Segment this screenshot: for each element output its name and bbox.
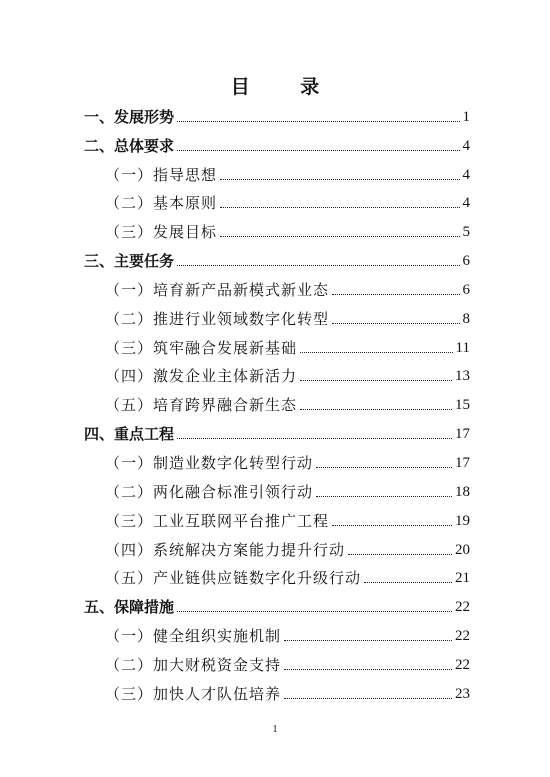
- toc-entry-page-number: 22: [455, 628, 470, 645]
- toc-entry-page-number: 6: [462, 253, 470, 270]
- dot-leader: [364, 581, 452, 583]
- toc-entry-label: （一）健全组织实施机制: [105, 627, 282, 646]
- dot-leader: [300, 379, 452, 381]
- dot-leader: [220, 206, 459, 208]
- toc-entry-label: （二）两化融合标准引领行动: [105, 482, 314, 501]
- toc-entry-label: （五）培育跨界融合新生态: [105, 396, 298, 415]
- toc-subsection-entry: [84, 674, 470, 703]
- toc-entry-page-number: 13: [455, 368, 470, 385]
- dot-leader: [332, 524, 452, 526]
- toc-entry-page-number: 19: [455, 512, 470, 529]
- dot-leader: [177, 437, 452, 439]
- toc-entry-page-number: 22: [455, 656, 470, 673]
- dot-leader: [220, 235, 459, 237]
- toc-entry-page-number: 17: [455, 454, 470, 471]
- toc-entry-label: （三）筑牢融合发展新基础: [105, 338, 298, 357]
- toc-entry-page-number: 1: [462, 108, 470, 125]
- toc-entry-label: 一、发展形势: [84, 107, 175, 126]
- toc-entry-label: （一）培育新产品新模式新业态: [105, 280, 330, 299]
- toc-subsection-entry: [84, 385, 470, 414]
- toc-subsection-entry: [84, 645, 470, 674]
- dot-leader: [177, 610, 452, 612]
- toc-subsection-entry: [84, 328, 470, 357]
- toc-entry-page-number: 21: [455, 570, 470, 587]
- toc-entry-label: （四）激发企业主体新活力: [105, 367, 298, 386]
- toc-entry-page-number: 15: [455, 397, 470, 414]
- toc-subsection-entry: [84, 530, 470, 559]
- toc-entry-page-number: 11: [455, 339, 470, 356]
- toc-subsection-entry: [84, 184, 470, 213]
- toc-entry-label: （一）制造业数字化转型行动: [105, 453, 314, 472]
- toc-subsection-entry: [84, 472, 470, 501]
- toc-entry-page-number: 20: [455, 541, 470, 558]
- toc-entry-label: （一）指导思想: [105, 165, 218, 184]
- toc-entry-label: （五）产业链供应链数字化升级行动: [105, 569, 362, 588]
- toc-entry-label: 二、总体要求: [84, 136, 175, 155]
- toc-entry-label: （二）推进行业领域数字化转型: [105, 309, 330, 328]
- table-of-contents: [84, 97, 470, 703]
- toc-entry-label: 三、主要任务: [84, 252, 175, 271]
- toc-subsection-entry: [84, 299, 470, 328]
- toc-subsection-entry: [84, 616, 470, 645]
- page-number: 1: [272, 724, 278, 735]
- toc-section-entry: [84, 126, 470, 155]
- toc-section-entry: [84, 414, 470, 443]
- toc-subsection-entry: [84, 155, 470, 184]
- toc-subsection-entry: [84, 501, 470, 530]
- toc-subsection-entry: [84, 212, 470, 241]
- dot-leader: [332, 322, 459, 324]
- toc-entry-page-number: 5: [462, 224, 470, 241]
- toc-entry-label: （三）加快人才队伍培养: [105, 684, 282, 703]
- dot-leader: [284, 668, 452, 670]
- dot-leader: [300, 351, 453, 353]
- dot-leader: [177, 120, 459, 122]
- toc-entry-page-number: 17: [455, 426, 470, 443]
- toc-entry-label: （三）工业互联网平台推广工程: [105, 511, 330, 530]
- dot-leader: [332, 293, 459, 295]
- toc-section-entry: [84, 241, 470, 270]
- toc-entry-label: 五、保障措施: [84, 598, 175, 617]
- toc-entry-page-number: 8: [462, 310, 470, 327]
- dot-leader: [177, 149, 459, 151]
- page-title: 目 录: [230, 76, 342, 98]
- dot-leader: [316, 495, 452, 497]
- toc-entry-label: （二）加大财税资金支持: [105, 655, 282, 674]
- toc-entry-page-number: 22: [455, 599, 470, 616]
- toc-entry-page-number: 23: [455, 685, 470, 702]
- toc-entry-page-number: 18: [455, 483, 470, 500]
- toc-subsection-entry: [84, 559, 470, 588]
- toc-subsection-entry: [84, 357, 470, 386]
- dot-leader: [316, 466, 452, 468]
- toc-entry-label: （二）基本原则: [105, 194, 218, 213]
- toc-subsection-entry: [84, 270, 470, 299]
- dot-leader: [177, 264, 459, 266]
- dot-leader: [284, 639, 452, 641]
- toc-entry-label: （三）发展目标: [105, 223, 218, 242]
- toc-entry-page-number: 4: [462, 166, 470, 183]
- toc-section-entry: [84, 587, 470, 616]
- toc-entry-page-number: 4: [462, 195, 470, 212]
- dot-leader: [220, 178, 459, 180]
- dot-leader: [300, 408, 452, 410]
- toc-entry-page-number: 6: [462, 281, 470, 298]
- dot-leader: [284, 697, 452, 699]
- toc-entry-label: 四、重点工程: [84, 425, 175, 444]
- toc-entry-page-number: 4: [462, 137, 470, 154]
- toc-subsection-entry: [84, 443, 470, 472]
- toc-section-entry: [84, 97, 470, 126]
- dot-leader: [348, 553, 452, 555]
- toc-entry-label: （四）系统解决方案能力提升行动: [105, 540, 346, 559]
